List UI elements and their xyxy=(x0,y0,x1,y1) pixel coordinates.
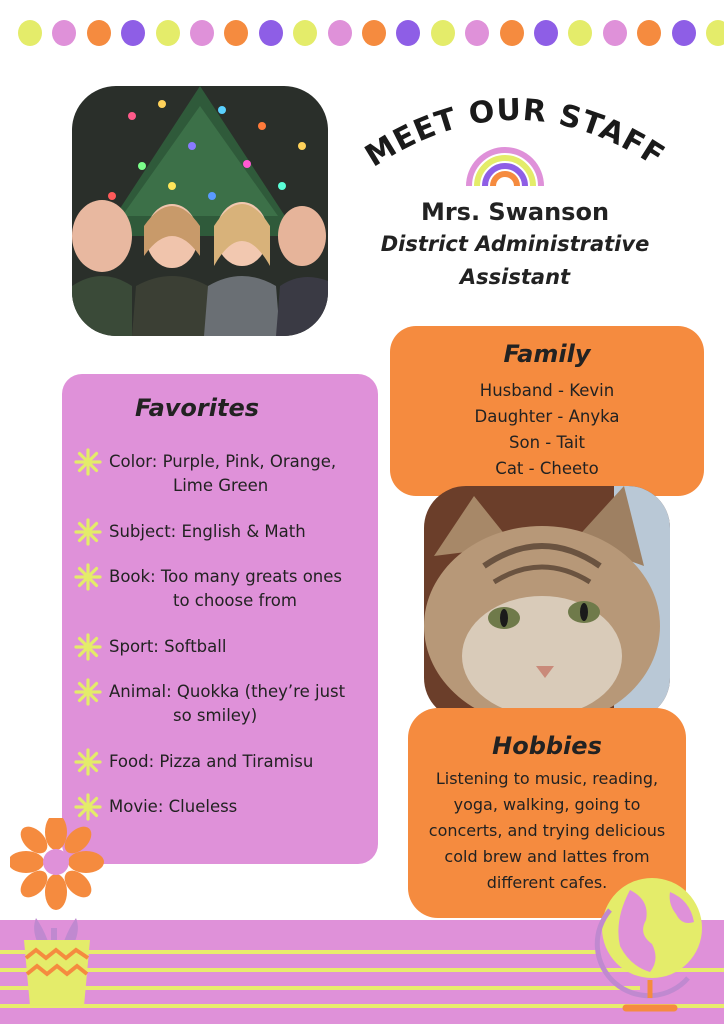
dot-border xyxy=(18,20,708,48)
dot xyxy=(293,20,317,46)
cat-photo xyxy=(424,486,670,720)
favorite-text xyxy=(109,450,364,498)
hobbies-line: Listening to music, reading, xyxy=(435,769,659,788)
favorite-text xyxy=(109,565,364,613)
family-photo xyxy=(72,86,328,336)
favorite-label: Color: xyxy=(109,452,158,471)
hobbies-title: Hobbies xyxy=(492,732,602,760)
favorite-text xyxy=(109,635,364,659)
sunburst-star-icon xyxy=(74,793,102,821)
dot xyxy=(362,20,386,46)
favorite-label: Movie: xyxy=(109,797,164,816)
staff-name: Mrs. Swanson xyxy=(420,198,610,226)
dot xyxy=(637,20,661,46)
favorite-text xyxy=(109,680,364,728)
favorite-value-cont: Lime Green xyxy=(173,476,269,495)
dot xyxy=(500,20,524,46)
family-member: Husband - Kevin xyxy=(479,381,615,400)
hobbies-line: yoga, walking, going to xyxy=(453,795,641,814)
favorite-item xyxy=(74,518,364,566)
favorite-label: Food: xyxy=(109,752,155,771)
favorite-item xyxy=(74,633,364,681)
flower-pot-icon xyxy=(10,818,106,1008)
favorite-label: Subject: xyxy=(109,522,177,541)
dot xyxy=(18,20,42,46)
dot xyxy=(121,20,145,46)
favorites-title: Favorites xyxy=(134,394,260,422)
favorite-value: Quokka (they’re just xyxy=(176,682,346,701)
family-member: Daughter - Anyka xyxy=(474,407,620,426)
sunburst-star-icon xyxy=(74,748,102,776)
favorite-value-cont: to choose from xyxy=(173,591,297,610)
svg-text:MEET OUR STAFF: MEET OUR STAFF xyxy=(359,92,671,175)
favorite-item xyxy=(74,748,364,796)
dot xyxy=(396,20,420,46)
favorite-label: Animal: xyxy=(109,682,172,701)
dot xyxy=(568,20,592,46)
dot xyxy=(534,20,558,46)
family-title: Family xyxy=(503,340,591,368)
role-line-2: Assistant xyxy=(459,265,571,289)
title-block xyxy=(350,80,680,310)
favorite-text xyxy=(109,750,364,774)
favorite-value: English & Math xyxy=(181,522,306,541)
role-line-1: District Administrative xyxy=(380,232,650,256)
sunburst-star-icon xyxy=(74,678,102,706)
dot xyxy=(259,20,283,46)
dot xyxy=(87,20,111,46)
staff-role xyxy=(350,228,680,294)
favorite-item xyxy=(74,678,364,726)
family-list xyxy=(390,378,704,482)
dot xyxy=(224,20,248,46)
favorite-label: Sport: xyxy=(109,637,159,656)
rainbow-icon xyxy=(463,136,547,188)
dot xyxy=(328,20,352,46)
favorite-label: Book: xyxy=(109,567,156,586)
hobbies-line: different cafes. xyxy=(486,873,608,892)
favorite-item xyxy=(74,448,364,496)
dot xyxy=(706,20,724,46)
sunburst-star-icon xyxy=(74,518,102,546)
favorite-text xyxy=(109,520,364,544)
favorite-item xyxy=(74,793,364,841)
favorite-value: Pizza and Tiramisu xyxy=(159,752,314,771)
favorite-value: Softball xyxy=(164,637,227,656)
sunburst-star-icon xyxy=(74,563,102,591)
dot xyxy=(190,20,214,46)
sunburst-star-icon xyxy=(74,633,102,661)
favorites-card xyxy=(62,374,378,864)
favorite-value: Purple, Pink, Orange, xyxy=(162,452,337,471)
family-member: Cat - Cheeto xyxy=(495,459,599,478)
favorite-value: Too many greats ones xyxy=(160,567,343,586)
dot xyxy=(156,20,180,46)
favorite-item xyxy=(74,563,364,611)
dot xyxy=(603,20,627,46)
globe-icon xyxy=(590,870,710,1015)
family-card xyxy=(390,326,704,496)
dot xyxy=(465,20,489,46)
dot xyxy=(52,20,76,46)
favorite-value-cont: so smiley) xyxy=(173,706,258,725)
family-member: Son - Tait xyxy=(509,433,585,452)
favorite-text xyxy=(109,795,364,819)
dot xyxy=(672,20,696,46)
favorite-value: Clueless xyxy=(168,797,238,816)
hobbies-line: concerts, and trying delicious xyxy=(428,821,666,840)
dot xyxy=(431,20,455,46)
sunburst-star-icon xyxy=(74,448,102,476)
hobbies-line: cold brew and lattes from xyxy=(444,847,650,866)
